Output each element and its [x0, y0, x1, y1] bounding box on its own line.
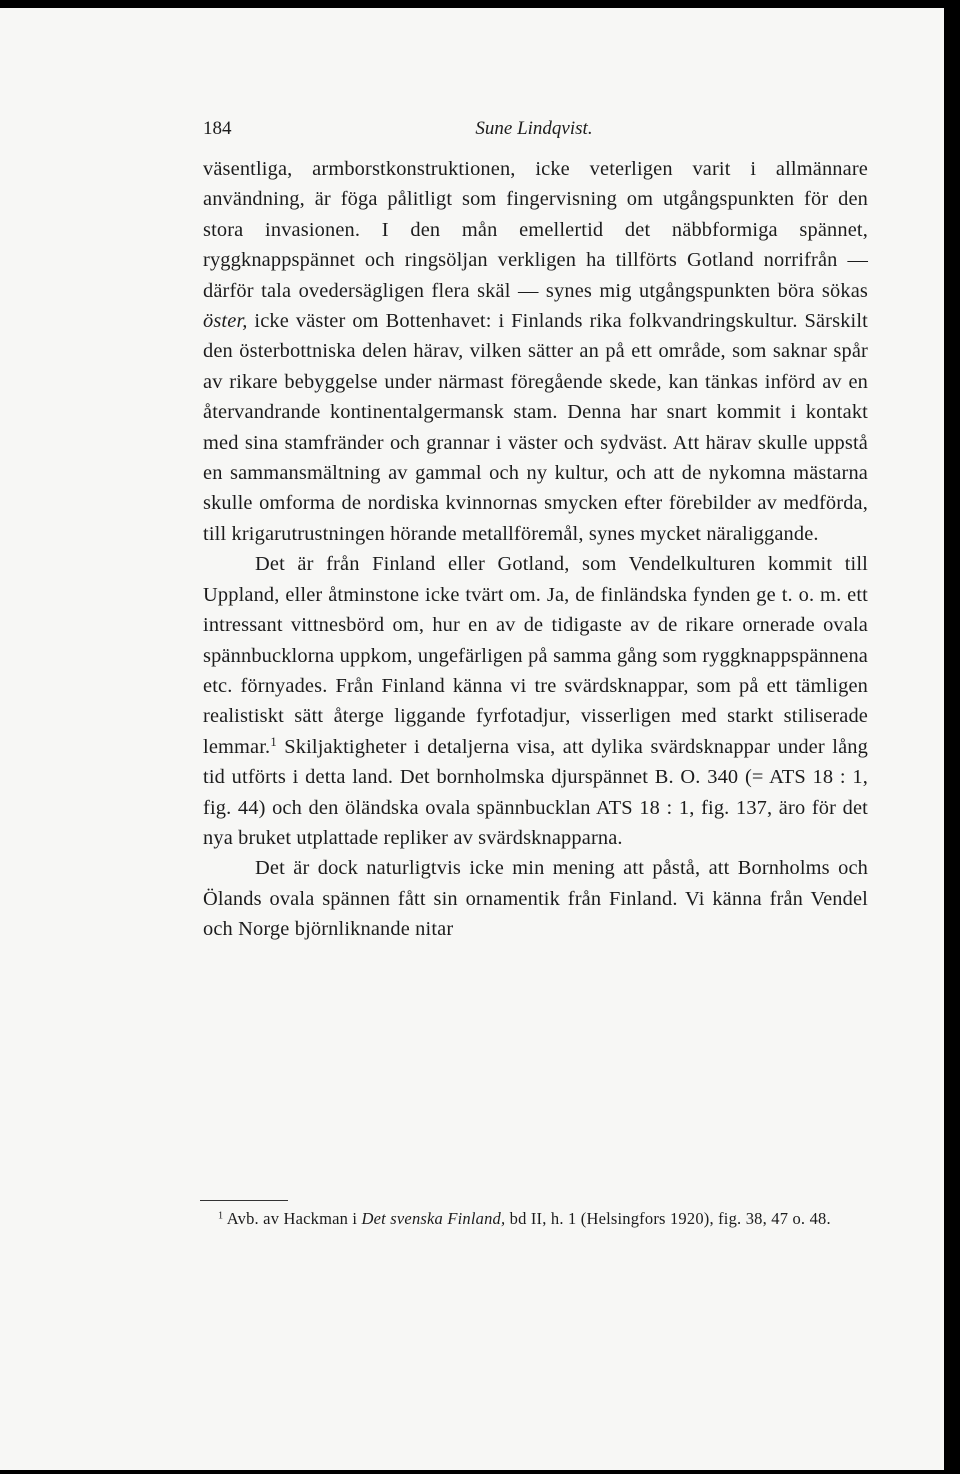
emphasis-oster: öster, [203, 310, 248, 333]
footnote-marker: 1 [218, 1210, 224, 1222]
page-number: 184 [203, 118, 232, 139]
paragraph-2 [203, 549, 868, 853]
paragraph-2-text-b: Skiljaktigheter i detaljerna visa, att dylika svärdsknappar under lång tid utförts i detta land. Det bornholmska djurspännet B. O. 340 (= ATS 18 : 1, fig. 44) och den öländska ovala spännbucklan ATS 18 : 1, fig. 137, äro för det nya bruket utplattade repliker av svärdsknapparna. [203, 735, 868, 849]
book-page [0, 8, 944, 1470]
footnote-text-a: Avb. av Hackman i [223, 1209, 362, 1228]
paragraph-1-text-b: icke väster om Bottenhavet: i Finlands rika folkvandringskultur. Särskilt den österbottniska delen härav, vilken sätter an på ett område, som saknar spår av rikare bebyggelse under närmast föregående skede, kan tänkas införd av en återvandrande kontinentalgermansk stam. Denna har snart kommit i kontakt med sina stamfränder och grannar i väster och sydväst. Att härav skulle uppstå en sammansmältning av gammal och ny kultur, och att de nykomna mästarna skulle omforma de nordiska kvinnornas smycken efter förebilder av medförda, till krigarutrustningen hörande metallföremål, synes mycket näraliggande. [203, 310, 868, 545]
footnote-book-title: Det svenska Finland, [361, 1209, 506, 1228]
footnote-1 [200, 1206, 868, 1231]
paragraph-1-text-a: väsentliga, armborstkonstruktionen, icke veterligen varit i allmännare användning, är föga pålitligt som fingervisning om utgångspunkten för den stora invasionen. I den mån emellertid det näbbformiga spännet, ryggknappspännet och ringsöljan verkligen ha tillförts Gotland norrifrån — därför tala ovedersägligen flera skäl — synes mig utgångspunkten böra sökas [203, 158, 868, 302]
paragraph-1 [203, 154, 868, 549]
running-title: Sune Lindqvist. [475, 118, 593, 139]
running-head [200, 118, 868, 148]
footnote-reference[interactable]: 1 [270, 734, 277, 749]
footnotes [200, 1206, 868, 1231]
footnote-text-b: bd II, h. 1 (Helsingfors 1920), fig. 38, 47 o. 48. [505, 1209, 831, 1228]
paragraph-3: Det är dock naturligtvis icke min mening att påstå, att Bornholms och Ölands ovala spännen fått sin ornamentik från Finland. Vi känna från Vendel och Norge björnliknande nitar [203, 857, 868, 941]
footnote-divider [200, 1200, 288, 1201]
paragraph-2-text-a: Det är från Finland eller Gotland, som Vendelkulturen kommit till Uppland, eller åtminstone icke tvärt om. Ja, de finländska fynden ge t. o. m. ett intressant vittnesbörd om, hur en av de tidigaste av de rikare ornerade ovala spännbucklorna uppkom, ungefärligen på samma gång som ryggknappspännena etc. förnyades. Från Finland känna vi tre svärdsknappar, som på ett tämligen realistiskt sätt återge liggande fyrfotadjur, visserligen med starkt stiliserade lemmar. [203, 553, 868, 758]
body-text [203, 154, 868, 945]
